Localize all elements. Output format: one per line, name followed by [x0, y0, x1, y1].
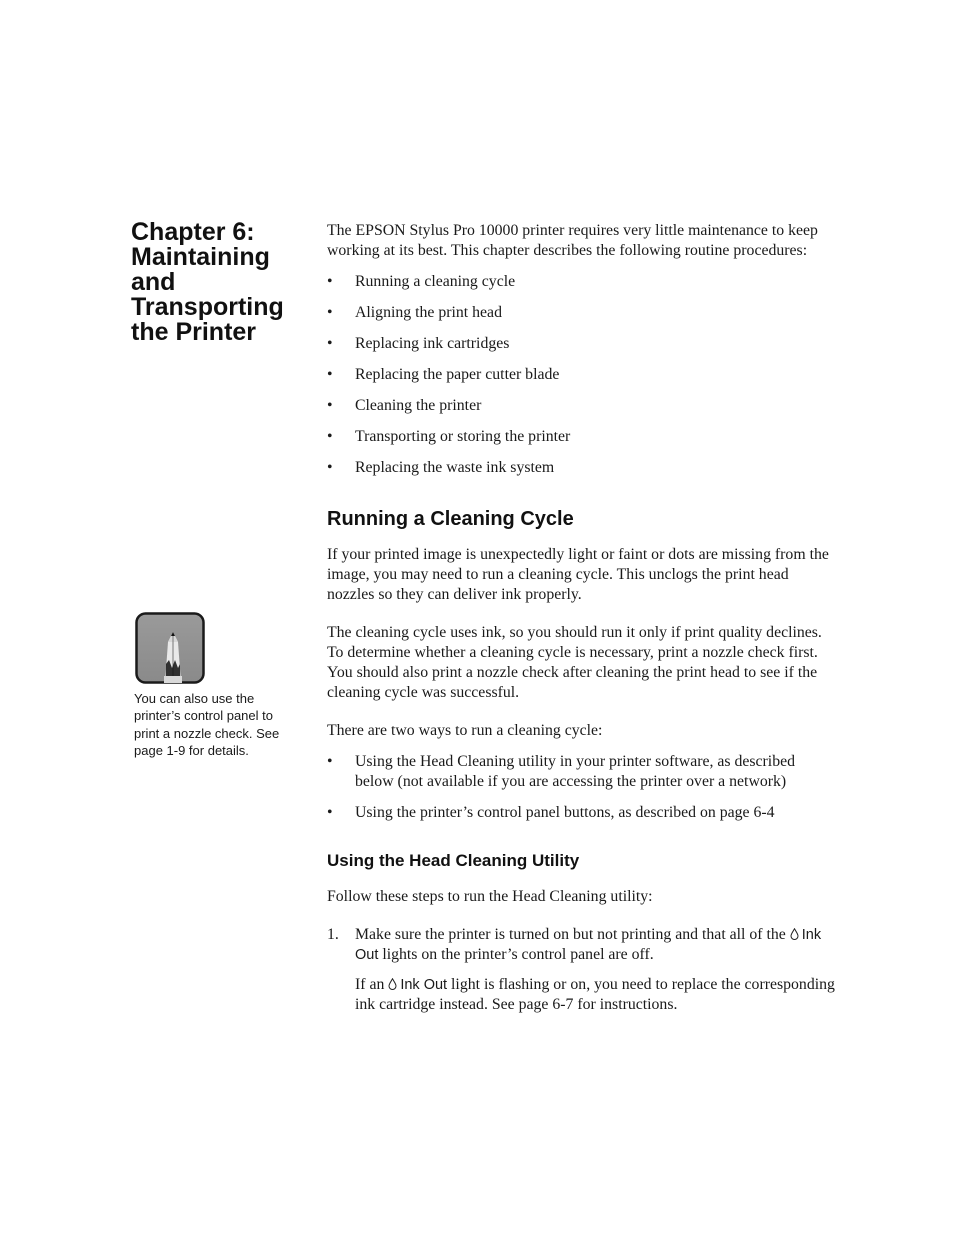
chapter-title-line: Transporting [131, 293, 284, 321]
list-item: • Running a cleaning cycle [327, 272, 837, 292]
pencil-note-icon [135, 612, 205, 684]
list-item: • Transporting or storing the printer [327, 427, 837, 447]
chapter-title [131, 220, 306, 345]
chapter-title-line: and [131, 268, 176, 296]
step-text [355, 925, 837, 965]
section-paragraph: There are two ways to run a cleaning cycle: [327, 722, 603, 739]
list-item: • Replacing ink cartridges [327, 334, 837, 354]
list-item: • Using the Head Cleaning utility in your printer software, as described below (not available if you are accessing the printer over a network) [327, 752, 837, 792]
list-item: • Replacing the paper cutter blade [327, 365, 837, 385]
list-item: • Aligning the print head [327, 303, 837, 323]
step-text-after: lights on the printer’s control panel are off. [382, 946, 654, 963]
procedures-list [327, 272, 837, 478]
steps-list [327, 925, 837, 1015]
step-item [327, 925, 837, 1015]
subsection-lead: Follow these steps to run the Head Cleaning utility: [327, 888, 653, 905]
step-note-before: If an [355, 976, 385, 993]
step-note [355, 975, 837, 1015]
chapter-title-line: Chapter 6: [131, 218, 255, 246]
main-content [327, 221, 837, 1015]
list-item: • Replacing the waste ink system [327, 458, 837, 478]
subsection-heading: Using the Head Cleaning Utility [327, 851, 580, 870]
section-paragraph: If your printed image is unexpectedly light or faint or dots are missing from the image, you may need to run a cleaning cycle. This unclogs the print head nozzles so they can deliver ink properly. [327, 546, 829, 603]
step-text-before: Make sure the printer is turned on but not printing and that all of the [355, 926, 786, 943]
ink-out-label: Ink Out [355, 927, 822, 963]
list-item: • Cleaning the printer [327, 396, 837, 416]
step-number: 1. [327, 926, 339, 943]
section-paragraph: The cleaning cycle uses ink, so you should run it only if print quality declines. To determine whether a cleaning cycle is necessary, print a nozzle check first. You should also print a nozzle check after cleaning the print head to see if the cleaning cycle was successful. [327, 624, 822, 701]
cleaning-ways-list [327, 752, 837, 823]
sidebar-note-text: You can also use the printer’s control panel to print a nozzle check. See page 1-9 for details. [134, 691, 280, 758]
list-item: • Using the printer’s control panel buttons, as described on page 6-4 [327, 803, 837, 823]
step-note-after: light is flashing or on, you need to replace the corresponding ink cartridge instead. See page 6-7 for instructions. [355, 976, 835, 1013]
ink-drop-icon [790, 928, 799, 940]
chapter-title-line: Maintaining [131, 243, 270, 271]
intro-paragraph: The EPSON Stylus Pro 10000 printer requires very little maintenance to keep working at its best. This chapter describes the following routine procedures: [327, 222, 818, 259]
ink-drop-icon [388, 978, 397, 990]
chapter-title-line: the Printer [131, 318, 257, 346]
ink-out-label: Ink Out [400, 977, 448, 993]
section-heading: Running a Cleaning Cycle [327, 508, 574, 530]
